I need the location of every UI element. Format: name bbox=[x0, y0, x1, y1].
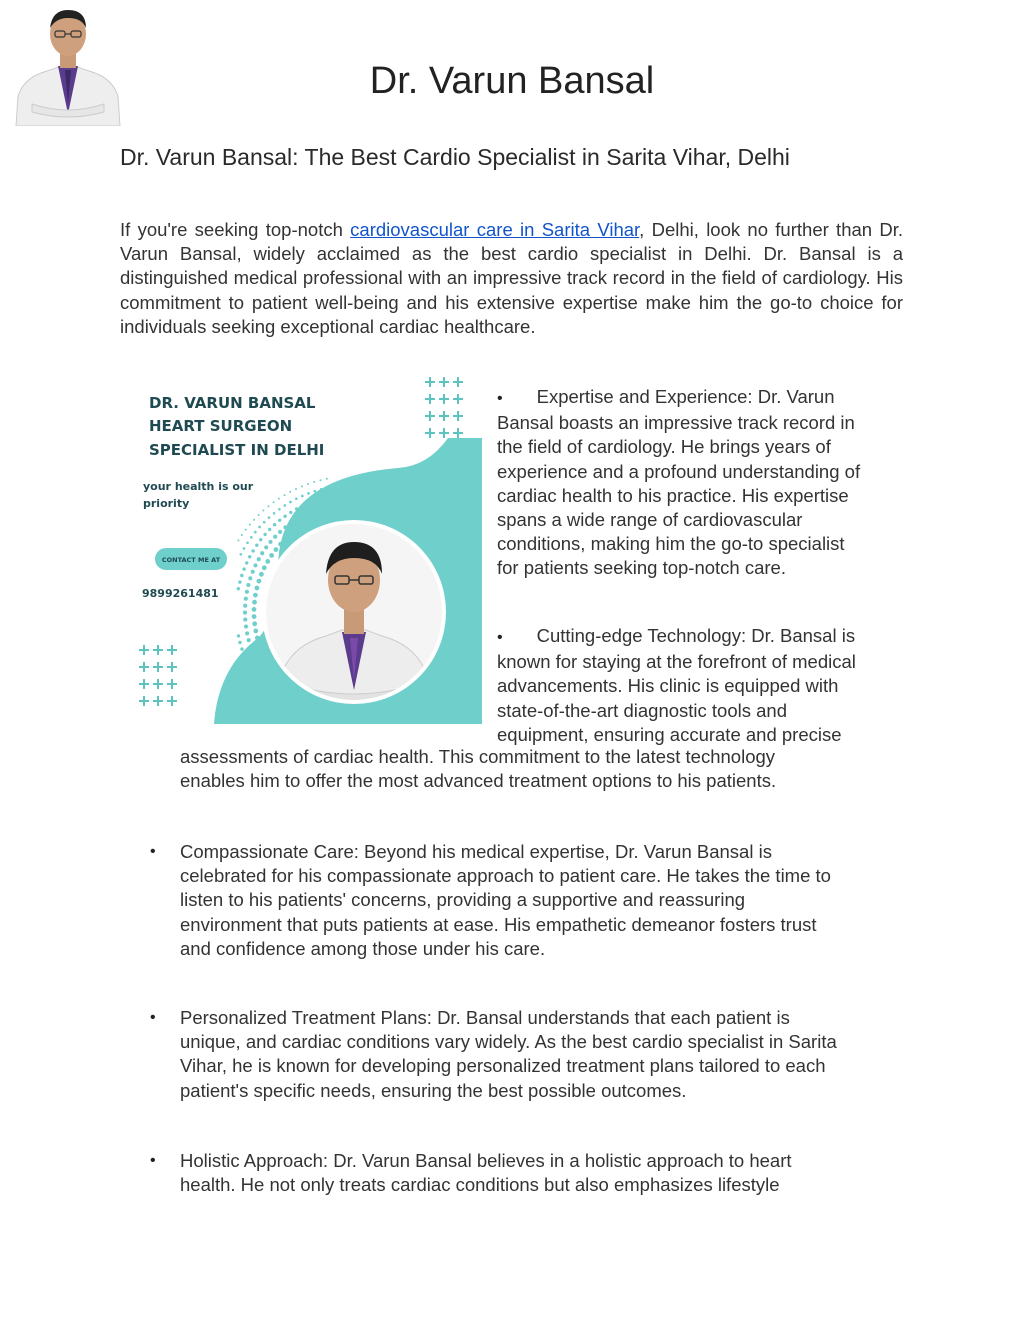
dot bbox=[339, 484, 342, 487]
dot bbox=[409, 487, 411, 489]
dot bbox=[237, 587, 240, 590]
dot bbox=[397, 482, 399, 484]
dot bbox=[386, 488, 389, 491]
dot bbox=[252, 600, 257, 605]
dot bbox=[257, 708, 259, 710]
dot bbox=[400, 502, 403, 505]
contact-label: CONTACT ME AT bbox=[161, 556, 221, 564]
bullet-icon: • bbox=[150, 1009, 156, 1026]
dot bbox=[320, 488, 323, 491]
bullet-holistic-line: Holistic Approach: Dr. Varun Bansal believes in a holistic approach to heart bbox=[180, 1150, 792, 1171]
page-title: Dr. Varun Bansal bbox=[369, 60, 655, 102]
dot bbox=[259, 572, 264, 577]
bullet-technology-line: state-of-the-art diagnostic tools and bbox=[497, 699, 787, 721]
dot bbox=[359, 484, 362, 487]
dot bbox=[273, 501, 275, 503]
bullet-compassionate-care bbox=[180, 840, 900, 961]
dot bbox=[367, 493, 370, 496]
bullet-icon: • bbox=[150, 1152, 156, 1169]
intro-paragraph: If you're seeking top-notch cardiovascular care in Sarita Vihar, Delhi, look no further than Dr. Varun Bansal, widely acclaimed as the best cardio specialist in Delhi. Dr. Bansal is a distinguished medical professional with an impressive track record in the field of cardiology. His commitment to patient well-being and his extensive expertise make him the go-to choice for individuals seeking exceptional cardiac healthcare. bbox=[120, 219, 903, 337]
dot bbox=[245, 561, 248, 564]
dot bbox=[255, 678, 258, 681]
dot bbox=[327, 504, 331, 508]
dot bbox=[326, 478, 328, 480]
dot bbox=[245, 660, 248, 663]
dot bbox=[377, 513, 382, 518]
dot bbox=[322, 705, 327, 710]
dot bbox=[258, 514, 260, 516]
dot bbox=[243, 604, 247, 608]
dot bbox=[237, 539, 239, 541]
dot bbox=[382, 505, 386, 509]
dot bbox=[289, 521, 293, 525]
dot bbox=[278, 508, 281, 511]
dot bbox=[273, 535, 277, 539]
bullet-personalized-line: Vihar, he is known for developing personalized treatment plans tailored to each bbox=[180, 1055, 826, 1077]
bullet-compassionate-line: celebrated for his compassionate approach to patient care. He takes the time to bbox=[180, 865, 831, 887]
dot bbox=[284, 695, 288, 699]
dot bbox=[263, 700, 266, 703]
bullet-expertise-line: the field of cardiology. He brings years of bbox=[497, 436, 831, 458]
dot bbox=[240, 574, 243, 577]
dot bbox=[301, 485, 303, 487]
dot bbox=[278, 713, 281, 716]
bullet-compassionate-line: and confidence among those under his care. bbox=[180, 937, 546, 959]
dot bbox=[294, 528, 299, 533]
dot bbox=[295, 497, 298, 500]
dot bbox=[248, 576, 252, 580]
dot bbox=[289, 511, 292, 514]
bullet-holistic-approach bbox=[180, 1149, 900, 1197]
dot bbox=[284, 494, 286, 496]
dot bbox=[289, 532, 294, 537]
dot bbox=[333, 485, 336, 488]
dot bbox=[302, 707, 306, 711]
bullet-technology-line: • Cutting-edge Technology: Dr. Bansal is bbox=[497, 625, 856, 646]
dot bbox=[395, 510, 399, 514]
dot bbox=[241, 688, 243, 690]
bullet-expertise-line: conditions, making him the go-to specialist bbox=[497, 533, 845, 555]
dot bbox=[245, 590, 249, 594]
banner-tagline-1: your health is our bbox=[143, 480, 254, 493]
bullet-expertise-line: experience and a profound understanding of bbox=[497, 460, 861, 482]
dot bbox=[253, 593, 258, 598]
bullet-compassionate-line: listen to his patients' concerns, providing a supportive and reassuring bbox=[180, 889, 746, 911]
dot bbox=[251, 651, 255, 655]
dot bbox=[248, 698, 250, 700]
dot bbox=[314, 499, 317, 502]
dot bbox=[295, 517, 299, 521]
dot bbox=[398, 492, 401, 495]
bullet-technology bbox=[497, 624, 902, 747]
dot bbox=[320, 515, 325, 520]
dot bbox=[249, 524, 251, 526]
dot bbox=[243, 654, 246, 657]
bullet-technology-continued bbox=[180, 745, 900, 793]
dot bbox=[238, 641, 241, 644]
dot bbox=[289, 501, 292, 504]
dot bbox=[279, 691, 283, 695]
dot bbox=[356, 510, 361, 515]
bullet-holistic-line: health. He not only treats cardiac conditions but also emphasizes lifestyle bbox=[180, 1174, 780, 1196]
dot bbox=[246, 583, 250, 587]
dot bbox=[261, 670, 265, 674]
dot bbox=[239, 553, 242, 556]
dot bbox=[391, 480, 393, 482]
banner-phone: 9899261481 bbox=[142, 587, 219, 600]
dot bbox=[264, 688, 267, 691]
page-subtitle: Dr. Varun Bansal: The Best Cardio Specialist in Sarita Vihar, Delhi bbox=[120, 144, 790, 170]
dot bbox=[353, 484, 356, 487]
dot bbox=[373, 485, 376, 488]
bullet-expertise bbox=[497, 385, 902, 581]
dot bbox=[327, 513, 332, 518]
dot bbox=[244, 597, 248, 601]
dot bbox=[295, 488, 297, 490]
dot bbox=[340, 493, 343, 496]
dot bbox=[333, 494, 336, 497]
dot bbox=[326, 486, 329, 489]
dot bbox=[301, 504, 304, 507]
dot bbox=[254, 531, 257, 534]
dot bbox=[279, 702, 282, 705]
dot bbox=[336, 708, 341, 713]
dot bbox=[247, 638, 251, 642]
dot bbox=[249, 645, 253, 649]
dot bbox=[301, 495, 304, 498]
dot bbox=[348, 501, 352, 505]
dot bbox=[273, 523, 276, 526]
dot bbox=[391, 518, 396, 523]
dot bbox=[370, 511, 375, 516]
dot bbox=[301, 524, 306, 529]
dot bbox=[384, 515, 389, 520]
dot bbox=[275, 674, 280, 679]
dot bbox=[246, 541, 249, 544]
dot bbox=[250, 536, 253, 539]
dot bbox=[273, 698, 276, 701]
dot bbox=[243, 674, 246, 677]
dot bbox=[341, 510, 346, 515]
dot bbox=[404, 495, 407, 498]
bullet-expertise-line: • Expertise and Experience: Dr. Varun bbox=[497, 386, 835, 407]
dot bbox=[269, 681, 273, 685]
dot bbox=[296, 714, 299, 717]
dot bbox=[259, 538, 262, 541]
dot bbox=[251, 549, 254, 552]
dot bbox=[289, 491, 291, 493]
banner-tagline-2: priority bbox=[143, 497, 190, 510]
dot bbox=[243, 618, 247, 622]
dot bbox=[307, 483, 309, 485]
dot bbox=[267, 505, 269, 507]
banner-line-2: HEART SURGEON bbox=[149, 417, 293, 435]
dot bbox=[238, 580, 241, 583]
dot bbox=[252, 621, 257, 626]
dot bbox=[248, 666, 251, 669]
dot bbox=[320, 506, 324, 510]
dot bbox=[361, 501, 365, 505]
dot bbox=[321, 715, 325, 719]
bullet-personalized-plans bbox=[180, 1006, 900, 1103]
dot bbox=[283, 525, 287, 529]
dot bbox=[255, 544, 258, 547]
dot bbox=[307, 501, 310, 504]
dot bbox=[348, 510, 353, 515]
dot bbox=[253, 703, 255, 705]
dot bbox=[384, 479, 386, 481]
dot bbox=[378, 477, 380, 479]
dot bbox=[283, 515, 286, 518]
banner-line-1: DR. VARUN BANSAL bbox=[149, 394, 316, 412]
dot bbox=[260, 551, 264, 555]
dot bbox=[320, 497, 323, 500]
dot bbox=[307, 492, 310, 495]
dot bbox=[379, 486, 382, 489]
dot bbox=[354, 501, 358, 505]
bullet-compassionate-line: Compassionate Care: Beyond his medical expertise, Dr. Varun Bansal is bbox=[180, 841, 772, 862]
dot bbox=[309, 700, 314, 705]
dot bbox=[327, 495, 330, 498]
dot bbox=[368, 502, 372, 506]
bullet-icon: • bbox=[150, 843, 156, 860]
dot bbox=[240, 647, 243, 650]
dot bbox=[245, 631, 249, 635]
dot bbox=[245, 529, 247, 531]
dot bbox=[392, 490, 395, 493]
dot bbox=[389, 507, 393, 511]
bullet-technology-line: enables him to offer the most advanced treatment options to his patients. bbox=[180, 770, 777, 792]
dot bbox=[278, 542, 283, 547]
dot bbox=[360, 493, 363, 496]
dot bbox=[296, 703, 300, 707]
dot bbox=[283, 504, 286, 507]
dot bbox=[274, 547, 279, 552]
dot bbox=[269, 553, 274, 558]
dot bbox=[257, 579, 262, 584]
dot bbox=[253, 563, 257, 567]
dot bbox=[403, 485, 405, 487]
dot bbox=[280, 679, 285, 684]
dot bbox=[283, 537, 288, 542]
dot bbox=[241, 534, 243, 536]
dot bbox=[252, 607, 257, 612]
bullet-expertise-line: spans a wide range of cardiovascular bbox=[497, 509, 803, 531]
dot bbox=[313, 481, 315, 483]
cardio-care-link[interactable]: cardiovascular care in Sarita Vihar bbox=[350, 219, 640, 240]
dot bbox=[265, 559, 270, 564]
dot bbox=[239, 668, 242, 671]
bullet-personalized-line: patient's specific needs, ensuring the best possible outcomes. bbox=[180, 1079, 687, 1101]
dot bbox=[244, 693, 246, 695]
dot bbox=[250, 685, 253, 688]
dot bbox=[266, 662, 271, 667]
dot bbox=[375, 503, 379, 507]
dot bbox=[329, 707, 334, 712]
dot bbox=[354, 492, 357, 495]
dot bbox=[313, 508, 317, 512]
banner-line-3: SPECIALIST IN DELHI bbox=[149, 441, 325, 459]
bullet-personalized-line: unique, and cardiac conditions vary widely. As the best cardio specialist in Sarita bbox=[180, 1031, 837, 1053]
dot bbox=[259, 683, 262, 686]
dot bbox=[284, 707, 287, 710]
doctor-banner bbox=[128, 368, 482, 724]
dot bbox=[363, 510, 368, 515]
dot bbox=[313, 517, 318, 522]
dot bbox=[308, 710, 312, 714]
dot bbox=[265, 676, 269, 680]
dot bbox=[302, 697, 307, 702]
dot bbox=[264, 545, 268, 549]
dot bbox=[254, 658, 258, 662]
bullet-expertise-line: Bansal boasts an impressive track record in bbox=[497, 412, 855, 434]
dot bbox=[237, 634, 240, 637]
dot bbox=[278, 530, 282, 534]
dot bbox=[267, 716, 269, 718]
dot bbox=[263, 656, 268, 661]
dot bbox=[270, 668, 275, 673]
dot bbox=[366, 484, 369, 487]
dot bbox=[253, 519, 255, 521]
dot bbox=[334, 502, 338, 506]
dot bbox=[263, 533, 266, 536]
dot bbox=[274, 686, 278, 690]
dot bbox=[252, 672, 255, 675]
bullet-technology-line: known for staying at the forefront of medical bbox=[497, 651, 856, 673]
bullet-technology-line: equipment, ensuring accurate and precise bbox=[497, 723, 842, 745]
dot bbox=[258, 526, 261, 529]
dot bbox=[273, 709, 276, 712]
dot bbox=[257, 642, 262, 647]
dot bbox=[387, 498, 390, 501]
dot bbox=[290, 689, 295, 694]
dot bbox=[301, 514, 305, 518]
dot bbox=[254, 691, 257, 694]
dot bbox=[313, 490, 316, 493]
bullet-technology-line: advancements. His clinic is equipped with bbox=[497, 675, 839, 697]
dot bbox=[268, 528, 271, 531]
dot bbox=[262, 510, 264, 512]
dot bbox=[268, 516, 271, 519]
dot bbox=[334, 511, 339, 516]
dot bbox=[295, 507, 298, 510]
dot bbox=[243, 547, 246, 550]
dot bbox=[347, 492, 350, 495]
bullet-icon: • bbox=[497, 629, 503, 646]
dot bbox=[246, 680, 249, 683]
dot bbox=[262, 565, 267, 570]
dot bbox=[248, 555, 251, 558]
dot bbox=[260, 649, 265, 654]
dot bbox=[290, 700, 294, 704]
dot bbox=[290, 710, 293, 713]
dot bbox=[374, 494, 377, 497]
bullet-expertise-line: for patients seeking top-notch care. bbox=[497, 557, 786, 579]
dot bbox=[243, 611, 247, 615]
dot bbox=[253, 629, 258, 634]
dot bbox=[273, 512, 276, 515]
dot bbox=[244, 624, 248, 628]
dot bbox=[296, 693, 301, 698]
dot bbox=[380, 496, 383, 499]
dot bbox=[285, 684, 290, 689]
dot bbox=[268, 540, 272, 544]
dot bbox=[268, 693, 271, 696]
bullet-technology-line: assessments of cardiac health. This commitment to the latest technology bbox=[180, 746, 776, 767]
dot bbox=[278, 519, 281, 522]
dot bbox=[341, 502, 345, 506]
dot bbox=[258, 696, 261, 699]
dot bbox=[252, 614, 257, 619]
dot bbox=[315, 712, 319, 716]
dot bbox=[237, 682, 239, 684]
dot bbox=[393, 500, 396, 503]
dot bbox=[242, 567, 245, 570]
dot bbox=[255, 586, 260, 591]
bullet-icon: • bbox=[497, 390, 503, 407]
bullet-expertise-line: cardiac health to his practice. His expertise bbox=[497, 484, 849, 506]
dot bbox=[315, 703, 320, 708]
bullet-compassionate-line: environment that puts patients at ease. His empathetic demeanor fosters trust bbox=[180, 913, 817, 935]
dot bbox=[278, 498, 280, 500]
dot bbox=[346, 484, 349, 487]
dot bbox=[255, 636, 260, 641]
bullet-personalized-line: Personalized Treatment Plans: Dr. Bansal understands that each patient is bbox=[180, 1007, 790, 1028]
dot bbox=[307, 520, 312, 525]
dot bbox=[257, 664, 261, 668]
dot bbox=[268, 705, 271, 708]
dot bbox=[257, 557, 261, 561]
dot bbox=[307, 511, 311, 515]
dot bbox=[320, 479, 322, 481]
dot bbox=[263, 521, 266, 524]
dot bbox=[251, 570, 255, 574]
dot bbox=[262, 712, 264, 714]
